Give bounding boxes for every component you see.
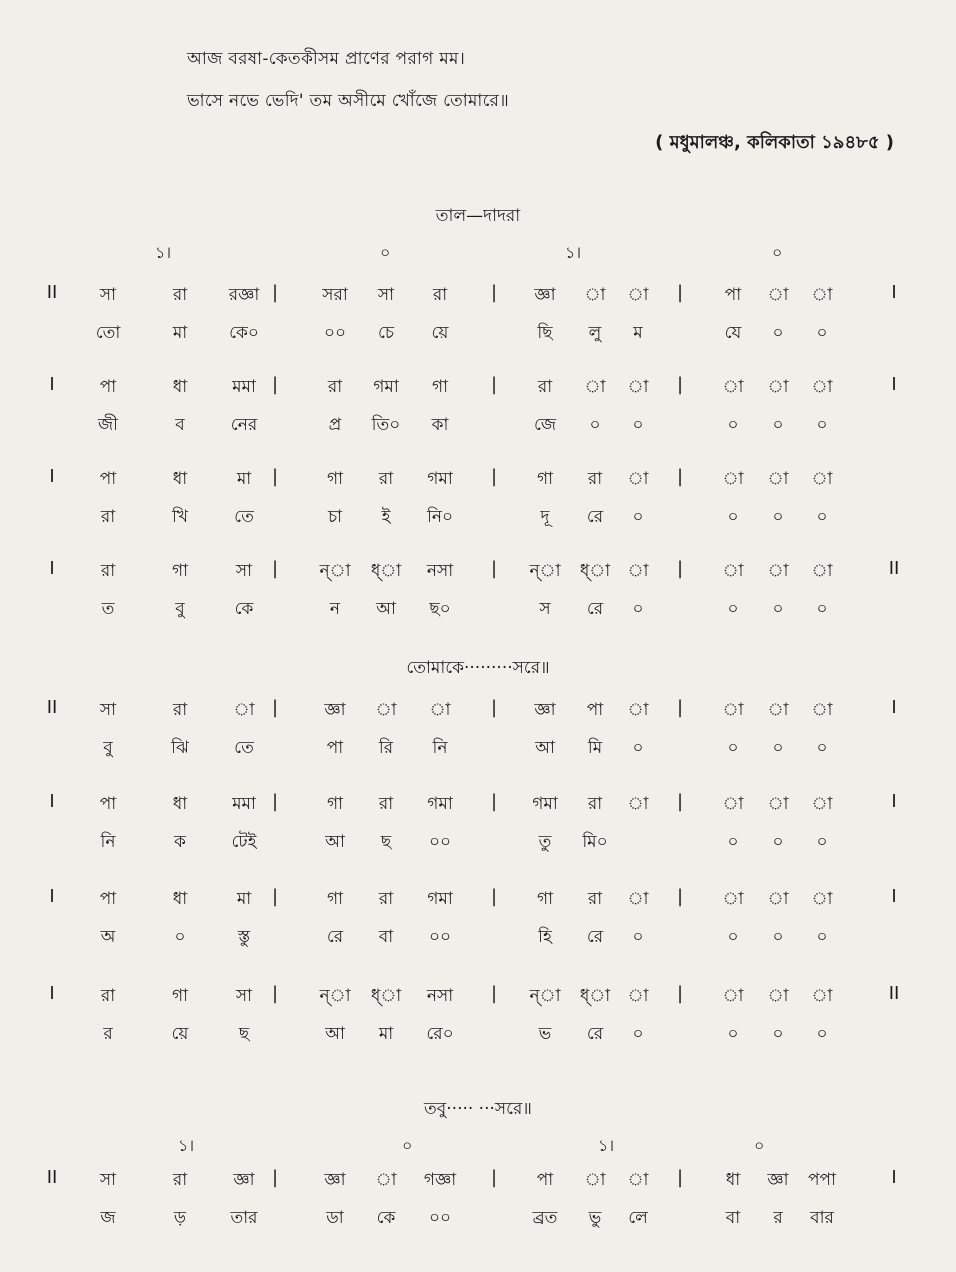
barline: | (271, 697, 279, 718)
tal-heading: তাল—দাদরা (435, 206, 521, 226)
lyric-syllable: ০ (772, 738, 784, 758)
swara-note: জ্ঞা (534, 700, 556, 720)
lyric-syllable: ০ (632, 738, 644, 758)
source-citation: ( মধুমালঞ্চ, কলিকাতা ১৯৪৮৫ ) (655, 132, 894, 153)
lyric-syllable: ই (381, 507, 391, 527)
swara-note: া (627, 986, 649, 1006)
opening-barline: I (49, 791, 55, 812)
closing-barline: I (891, 697, 897, 718)
swara-note: সা (99, 285, 117, 305)
lyrics-row (0, 1205, 956, 1235)
beat-mark: ০ (380, 243, 391, 262)
barline: | (490, 697, 498, 718)
lyric-syllable: দূ (540, 507, 550, 527)
swara-note: া (722, 469, 744, 489)
lyric-syllable: ঝি (171, 738, 189, 758)
lyric-syllable: বু (175, 599, 185, 619)
lyric-syllable: ০ (816, 599, 828, 619)
lyric-syllable: খি (171, 507, 189, 527)
swara-note: গা (171, 986, 189, 1006)
swara-note: া (627, 377, 649, 397)
swara-note: া (767, 700, 789, 720)
lyric-syllable: ০ (727, 507, 739, 527)
lyric-syllable: ০ (772, 507, 784, 527)
lyric-syllable: ০ (772, 599, 784, 619)
beat-mark: ১। (598, 1136, 615, 1155)
swara-note: ধা (172, 889, 188, 909)
swara-note: া (722, 794, 744, 814)
swara-note: া (627, 794, 649, 814)
lyric-syllable: জ (100, 1208, 116, 1228)
lyrics-row (0, 504, 956, 534)
lyric-syllable: রে (586, 1024, 604, 1044)
lyric-syllable: ড় (173, 1208, 187, 1228)
swara-note: া (584, 377, 606, 397)
lyric-syllable: রে (326, 927, 344, 947)
swara-note: া (811, 469, 833, 489)
lyric-syllable: তার (230, 1208, 258, 1228)
swara-note: া (767, 889, 789, 909)
closing-barline: II (888, 983, 900, 1004)
lyric-syllable: মা (378, 1024, 394, 1044)
swara-note: সা (99, 1170, 117, 1190)
swara-note: পা (99, 377, 117, 397)
swara-note: পা (724, 285, 742, 305)
swara-note: া (375, 700, 397, 720)
lyric-syllable: ভ (538, 1024, 552, 1044)
barline: | (490, 466, 498, 487)
beat-mark: ১। (155, 243, 172, 262)
lyric-syllable: ভু (588, 1208, 602, 1228)
lyric-syllable: ছি (537, 323, 553, 343)
lyric-syllable: হি (538, 927, 552, 947)
closing-barline: II (888, 558, 900, 579)
lyric-syllable: নি (100, 832, 116, 852)
swara-note: পা (586, 700, 604, 720)
swara-note: সা (235, 561, 253, 581)
notes-row (0, 983, 956, 1013)
barline: | (490, 374, 498, 395)
notes-row (0, 791, 956, 821)
lyric-syllable: স্তু (237, 927, 251, 947)
lyric-syllable: রি (378, 738, 394, 758)
swara-note: া (811, 700, 833, 720)
swara-note: রা (587, 794, 603, 814)
lyric-syllable: লে (628, 1208, 648, 1228)
swara-note: সা (99, 700, 117, 720)
lyric-syllable: আ (535, 738, 555, 758)
swara-note: া (722, 986, 744, 1006)
swara-note: া (722, 561, 744, 581)
barline: | (490, 983, 498, 1004)
beat-marks (0, 1133, 956, 1157)
lyric-syllable: য়ে (431, 323, 449, 343)
lyric-syllable: চা (327, 507, 343, 527)
swara-note: রা (172, 285, 188, 305)
lyric-syllable: ০ (816, 738, 828, 758)
swara-note: া (811, 285, 833, 305)
swara-note: রা (172, 1170, 188, 1190)
lyric-syllable: ০ (816, 323, 828, 343)
lyric-syllable: ০ (589, 415, 601, 435)
swara-note: ন্‌া (319, 986, 351, 1006)
lyric-syllable: রে (586, 507, 604, 527)
swara-note: া (811, 986, 833, 1006)
lyric-syllable: ব্রত (532, 1208, 558, 1228)
lyric-syllable: ০ (727, 832, 739, 852)
swara-note: গমা (427, 794, 453, 814)
lyric-syllable: স (539, 599, 551, 619)
lyric-syllable: ছ০ (429, 599, 451, 619)
lyric-syllable: ০০ (428, 927, 452, 947)
barline: | (490, 791, 498, 812)
opening-barline: I (49, 983, 55, 1004)
swara-note: গমা (427, 889, 453, 909)
notes-row (0, 886, 956, 916)
section-heading-2: তোমাকে·········সরে॥ (406, 658, 550, 678)
swara-note: রা (587, 889, 603, 909)
lyric-syllable: তি০ (371, 415, 401, 435)
swara-note: গা (536, 469, 554, 489)
swara-note: গা (431, 377, 449, 397)
lyric-syllable: ক (174, 832, 186, 852)
swara-note: া (627, 561, 649, 581)
lyric-syllable: র (103, 1024, 113, 1044)
swara-note: রজ্ঞা (228, 285, 260, 305)
lyric-syllable: বা (725, 1208, 741, 1228)
barline: | (676, 791, 684, 812)
barline: | (490, 282, 498, 303)
swara-note: রা (537, 377, 553, 397)
barline: | (676, 466, 684, 487)
lyric-syllable: ছ (380, 832, 392, 852)
swara-note: া (627, 469, 649, 489)
notes-row (0, 697, 956, 727)
lyric-syllable: তো (95, 323, 121, 343)
lyric-syllable: বু (103, 738, 113, 758)
lyric-syllable: ০ (632, 927, 644, 947)
swara-note: সা (377, 285, 395, 305)
swara-note: মা (236, 889, 252, 909)
lyric-syllable: মি০ (582, 832, 608, 852)
barline: | (676, 697, 684, 718)
swara-note: সা (235, 986, 253, 1006)
opening-barline: I (49, 374, 55, 395)
swara-note: া (767, 794, 789, 814)
swara-note: রা (327, 377, 343, 397)
lyrics-row (0, 412, 956, 442)
swara-note: রা (378, 469, 394, 489)
barline: | (271, 791, 279, 812)
notes-row (0, 466, 956, 496)
swara-note: া (767, 469, 789, 489)
lyric-syllable: ০ (632, 507, 644, 527)
lyric-syllable: রে (586, 927, 604, 947)
lyric-syllable: ০ (816, 832, 828, 852)
opening-barline: II (46, 282, 58, 303)
beat-marks (0, 240, 956, 264)
lyric-syllable: ০ (727, 415, 739, 435)
lyric-syllable: ০ (632, 1024, 644, 1044)
barline: | (676, 374, 684, 395)
lyric-syllable: ০ (816, 507, 828, 527)
swara-note: া (584, 1170, 606, 1190)
swara-note: রা (100, 561, 116, 581)
swara-note: া (811, 794, 833, 814)
lyrics-row (0, 1021, 956, 1051)
lyric-syllable: নের (230, 415, 258, 435)
swara-note: গমা (532, 794, 558, 814)
opening-barline: II (46, 697, 58, 718)
lyric-syllable: আ (325, 1024, 345, 1044)
opening-barline: I (49, 466, 55, 487)
lyrics-row (0, 924, 956, 954)
opening-barline: I (49, 558, 55, 579)
swara-note: মা (236, 469, 252, 489)
swara-note: গা (326, 469, 344, 489)
beat-mark: ০ (402, 1136, 413, 1155)
lyric-syllable: রা (100, 507, 116, 527)
lyric-syllable: ০ (772, 323, 784, 343)
lyric-syllable: ০ (772, 927, 784, 947)
swara-note: পা (99, 889, 117, 909)
swara-note: জ্ঞা (324, 1170, 346, 1190)
barline: | (490, 558, 498, 579)
barline: | (676, 886, 684, 907)
swara-note: া (811, 377, 833, 397)
lyric-syllable: টেই (231, 832, 257, 852)
swara-note: া (627, 700, 649, 720)
swara-note: ধ্‌া (579, 561, 611, 581)
lyric-syllable: বা (378, 927, 394, 947)
swara-note: া (584, 285, 606, 305)
lyric-syllable: কা (431, 415, 449, 435)
swara-note: জ্ঞা (324, 700, 346, 720)
swara-note: জ্ঞা (233, 1170, 255, 1190)
swara-note: পা (536, 1170, 554, 1190)
lyric-syllable: পা (326, 738, 344, 758)
closing-barline: I (891, 791, 897, 812)
lyric-syllable: ০ (727, 599, 739, 619)
notes-row (0, 558, 956, 588)
lyrics-row (0, 829, 956, 859)
barline: | (271, 466, 279, 487)
lyric-syllable: কে০ (229, 323, 259, 343)
closing-barline: I (891, 374, 897, 395)
barline: | (271, 282, 279, 303)
lyric-syllable: ০ (727, 1024, 739, 1044)
barline: | (271, 1167, 279, 1188)
swara-note: া (627, 285, 649, 305)
lyric-syllable: ০ (772, 415, 784, 435)
swara-note: া (722, 377, 744, 397)
lyric-syllable: ব (175, 415, 185, 435)
beat-mark: ০ (772, 243, 783, 262)
closing-barline: I (891, 1167, 897, 1188)
swara-note: া (767, 561, 789, 581)
swara-note: রা (378, 794, 394, 814)
notes-row (0, 1167, 956, 1197)
swara-note: ধা (172, 469, 188, 489)
swara-note: পপা (807, 1170, 837, 1190)
lyrics-row (0, 596, 956, 626)
swara-note: ধ্‌া (579, 986, 611, 1006)
lyric-syllable: নি (432, 738, 448, 758)
lyric-syllable: আ (325, 832, 345, 852)
lyric-syllable: ডা (326, 1208, 344, 1228)
barline: | (676, 558, 684, 579)
swara-note: া (811, 561, 833, 581)
lyric-syllable: তে (234, 507, 254, 527)
swara-note: া (375, 1170, 397, 1190)
swara-note: গা (326, 794, 344, 814)
lyrics-row (0, 320, 956, 350)
swara-note: গা (171, 561, 189, 581)
lyric-syllable: তু (538, 832, 552, 852)
swara-note: নসা (426, 986, 454, 1006)
lyric-syllable: ০ (816, 1024, 828, 1044)
swara-note: ধা (172, 794, 188, 814)
swara-note: গমা (373, 377, 399, 397)
swara-note: গা (536, 889, 554, 909)
lyric-syllable: ০ (632, 599, 644, 619)
lyric-syllable: জে (533, 415, 557, 435)
swara-note: া (811, 889, 833, 909)
lyric-syllable: অ (100, 927, 116, 947)
lyric-syllable: আ (376, 599, 396, 619)
lyric-syllable: ম (633, 323, 643, 343)
opening-barline: I (49, 886, 55, 907)
swara-note: ধা (172, 377, 188, 397)
lyric-syllable: প্র (328, 415, 342, 435)
section-heading-3: তবু····· ···সরে॥ (424, 1099, 532, 1119)
swara-note: জ্ঞা (767, 1170, 789, 1190)
beat-mark: ১। (565, 243, 582, 262)
lyric-syllable: য়ে (171, 1024, 189, 1044)
opening-barline: II (46, 1167, 58, 1188)
closing-barline: I (891, 886, 897, 907)
notes-row (0, 374, 956, 404)
swara-note: পা (99, 469, 117, 489)
lyric-syllable: ০০ (323, 323, 347, 343)
swara-note: ন্‌া (529, 986, 561, 1006)
lyric-syllable: ন (329, 599, 341, 619)
swara-note: া (429, 700, 451, 720)
lyric-syllable: মি (587, 738, 603, 758)
swara-note: রা (587, 469, 603, 489)
notes-row (0, 282, 956, 312)
swara-note: ন্‌া (319, 561, 351, 581)
lyric-syllable: র (773, 1208, 783, 1228)
lyric-syllable: রে০ (426, 1024, 454, 1044)
lyric-syllable: ছ (238, 1024, 250, 1044)
lyric-syllable: চে (377, 323, 395, 343)
barline: | (676, 1167, 684, 1188)
barline: | (676, 983, 684, 1004)
swara-note: গজ্ঞা (423, 1170, 457, 1190)
swara-note: া (767, 285, 789, 305)
beat-mark: ১। (178, 1136, 195, 1155)
swara-note: া (767, 986, 789, 1006)
lyric-syllable: মা (172, 323, 188, 343)
verse-line-2: ভাসে নভে ভেদি' তম অসীমে খোঁজে তোমারে॥ (187, 91, 510, 111)
swara-note: া (233, 700, 255, 720)
swara-note: রা (172, 700, 188, 720)
lyrics-row (0, 735, 956, 765)
lyric-syllable: ০ (772, 832, 784, 852)
swara-note: রা (432, 285, 448, 305)
barline: | (271, 374, 279, 395)
swara-note: া (767, 377, 789, 397)
swara-note: ধ্‌া (370, 986, 402, 1006)
closing-barline: I (891, 282, 897, 303)
lyric-syllable: ০ (816, 415, 828, 435)
swara-note: গা (326, 889, 344, 909)
swara-note: মমা (232, 794, 256, 814)
barline: | (490, 886, 498, 907)
lyric-syllable: ০ (816, 927, 828, 947)
lyric-syllable: ০ (727, 927, 739, 947)
swara-note: ধ্‌া (370, 561, 402, 581)
barline: | (490, 1167, 498, 1188)
lyric-syllable: নি০ (426, 507, 454, 527)
lyric-syllable: কে (376, 1208, 396, 1228)
lyric-syllable: লু (588, 323, 602, 343)
swara-note: রা (100, 986, 116, 1006)
swara-note: মমা (232, 377, 256, 397)
swara-note: পা (99, 794, 117, 814)
swara-note: ন্‌া (529, 561, 561, 581)
lyric-syllable: তে (234, 738, 254, 758)
lyric-syllable: ০ (174, 927, 186, 947)
swara-note: া (627, 889, 649, 909)
swara-note: া (722, 700, 744, 720)
swara-note: া (627, 1170, 649, 1190)
beat-mark: ০ (754, 1136, 765, 1155)
lyric-syllable: ত (101, 599, 115, 619)
verse-line-1: আজ বরষা-কেতকীসম প্রাণের পরাগ মম। (187, 49, 466, 69)
lyric-syllable: ০ (772, 1024, 784, 1044)
lyric-syllable: জী (97, 415, 119, 435)
lyric-syllable: যে (724, 323, 742, 343)
lyric-syllable: ০ (727, 738, 739, 758)
lyric-syllable: বার (810, 1208, 834, 1228)
lyric-syllable: ০০ (428, 832, 452, 852)
swara-note: রা (378, 889, 394, 909)
swara-note: ধা (725, 1170, 741, 1190)
lyric-syllable: ০ (632, 415, 644, 435)
swara-note: া (722, 889, 744, 909)
swara-note: সরা (322, 285, 348, 305)
barline: | (676, 282, 684, 303)
barline: | (271, 558, 279, 579)
swara-note: গমা (427, 469, 453, 489)
swara-note: নসা (426, 561, 454, 581)
lyric-syllable: ০০ (428, 1208, 452, 1228)
barline: | (271, 983, 279, 1004)
lyric-syllable: রে (586, 599, 604, 619)
swara-note: জ্ঞা (534, 285, 556, 305)
barline: | (271, 886, 279, 907)
lyric-syllable: কে (234, 599, 254, 619)
